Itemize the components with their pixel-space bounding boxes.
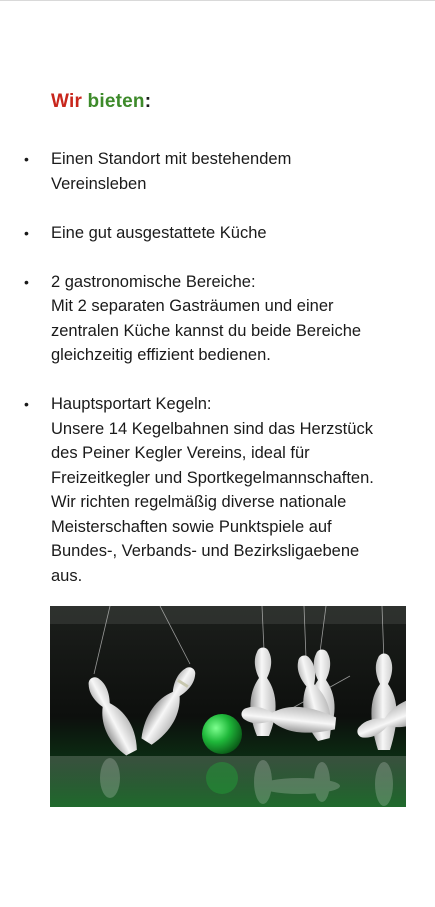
list-item-standort [0, 147, 421, 196]
item-line: des Peiner Kegler Vereins, ideal für [51, 444, 310, 462]
item-line: Meisterschaften sowie Punktspiele auf [51, 517, 332, 536]
section-heading [51, 91, 151, 113]
item-line: Wir richten regelmäßig diverse nationale [51, 493, 347, 511]
ball-reflection [206, 762, 238, 794]
item-line: Mit 2 separaten Gasträumen und einer [51, 297, 334, 315]
back-wall [50, 606, 406, 624]
bullet-icon: • [24, 224, 29, 241]
item-line: gleichzeitig effizient bedienen. [51, 346, 271, 364]
heading-word-bieten: bieten [87, 91, 145, 112]
list-spacer [0, 196, 435, 221]
item-line: Bundes-, Verbands- und Bezirksligaebene [51, 542, 360, 560]
list-spacer [0, 245, 435, 270]
bullet-icon: • [24, 396, 29, 412]
item-line: Unsere 14 Kegelbahnen sind das Herzstück [51, 419, 373, 438]
item-line: 2 gastronomische Bereiche: [51, 272, 256, 291]
item-line: Vereinsleben [51, 174, 147, 193]
offer-list [0, 147, 435, 588]
list-spacer [0, 368, 435, 393]
item-line: Freizeitkegler und Sportkegelmannschaften. [51, 468, 374, 487]
heading-colon: : [144, 91, 152, 112]
green-bowling-ball [202, 714, 242, 754]
heading-word-wir: Wir [51, 91, 83, 112]
list-item-gastronomie [0, 270, 421, 368]
bullet-icon: • [24, 273, 29, 290]
item-line: Einen Standort mit bestehendem [51, 150, 292, 168]
item-line: aus. [51, 566, 83, 585]
list-item-kueche [0, 221, 421, 246]
top-divider [0, 0, 435, 1]
item-line: Eine gut ausgestattete Küche [51, 223, 267, 242]
item-line: zentralen Küche kannst du beide Bereiche [51, 321, 362, 340]
bowling-photo [50, 606, 406, 807]
bullet-icon: • [24, 151, 29, 167]
item-line: Hauptsportart Kegeln: [51, 395, 212, 413]
list-item-kegeln [0, 392, 421, 588]
